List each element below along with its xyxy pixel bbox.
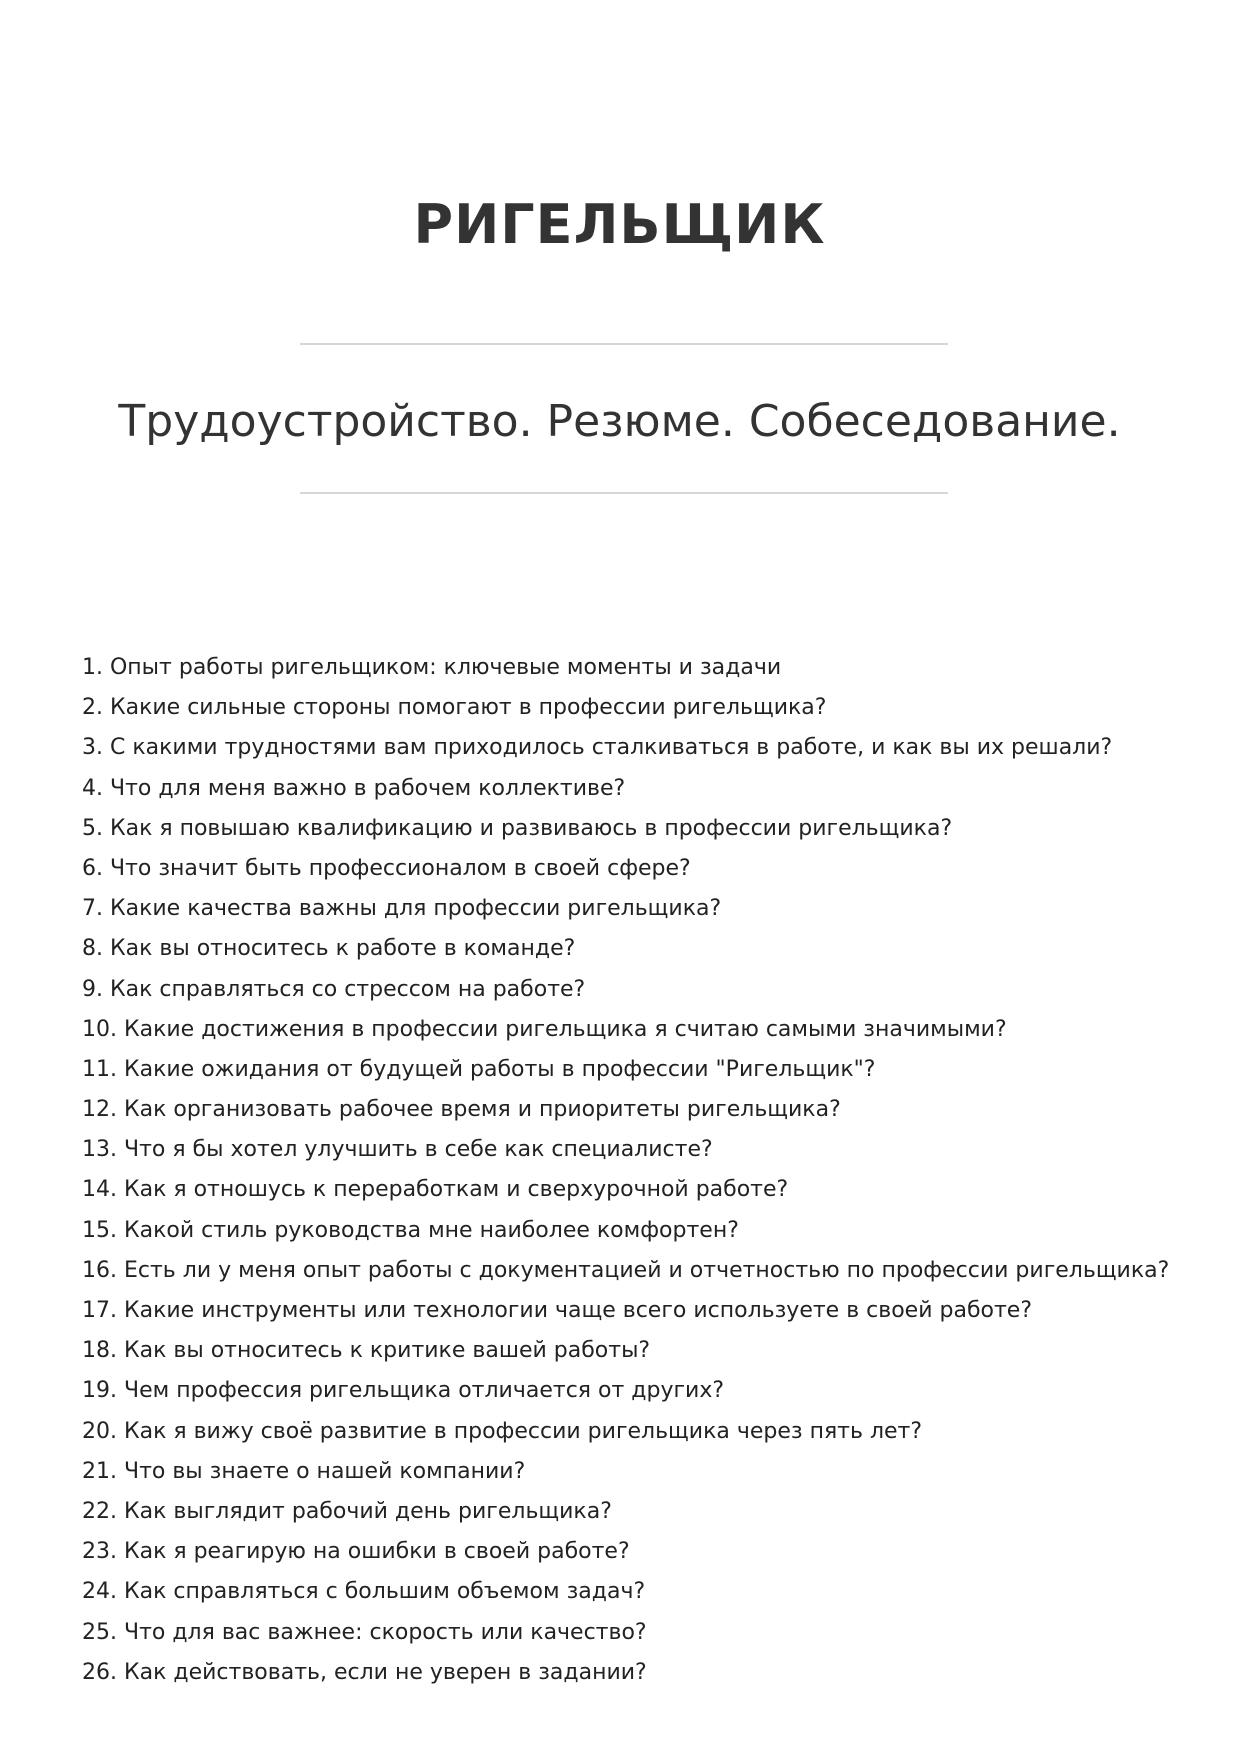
question-item: 7. Какие качества важны для профессии ригельщика? <box>82 896 722 922</box>
bottom-divider <box>300 492 948 494</box>
question-item: 16. Есть ли у меня опыт работы с документацией и отчетностью по профессии ригельщика? <box>82 1257 1170 1283</box>
question-item: 6. Что значит быть профессионалом в своей сфере? <box>82 855 691 881</box>
question-item: 3. С какими трудностями вам приходилось сталкиваться в работе, и как вы их решали? <box>82 735 1113 761</box>
question-item: 8. Как вы относитесь к работе в команде? <box>82 936 576 962</box>
question-item: 10. Какие достижения в профессии ригельщика я считаю самыми значимыми? <box>82 1016 1007 1042</box>
question-item: 9. Как справляться со стрессом на работе? <box>82 976 586 1002</box>
question-item: 4. Что для меня важно в рабочем коллективе? <box>82 775 626 801</box>
top-divider <box>300 343 948 345</box>
question-item: 21. Что вы знаете о нашей компании? <box>82 1458 526 1484</box>
question-item: 15. Какой стиль руководства мне наиболее комфортен? <box>82 1217 739 1243</box>
question-item: 13. Что я бы хотел улучшить в себе как специалисте? <box>82 1137 713 1163</box>
question-item: 23. Как я реагирую на ошибки в своей работе? <box>82 1539 630 1565</box>
question-item: 1. Опыт работы ригельщиком: ключевые моменты и задачи <box>82 655 782 680</box>
question-item: 17. Какие инструменты или технологии чаще всего используете в своей работе? <box>82 1298 1033 1323</box>
question-item: 19. Чем профессия ригельщика отличается от других? <box>82 1378 725 1404</box>
question-item: 11. Какие ожидания от будущей работы в профессии "Ригельщик"? <box>82 1056 876 1082</box>
question-item: 20. Как я вижу своё развитие в профессии ригельщика через пять лет? <box>82 1418 923 1444</box>
question-list <box>82 648 1202 1693</box>
question-item: 24. Как справляться с большим объемом задач? <box>82 1579 646 1605</box>
question-item: 25. Что для вас важнее: скорость или качество? <box>82 1619 647 1645</box>
question-item: 22. Как выглядит рабочий день ригельщика? <box>82 1498 612 1524</box>
question-item: 14. Как я отношусь к переработкам и сверхурочной работе? <box>82 1177 789 1203</box>
question-item: 26. Как действовать, если не уверен в задании? <box>82 1659 647 1685</box>
document-subtitle: Трудоустройство. Резюме. Собеседование. <box>118 396 1121 447</box>
question-item: 18. Как вы относитесь к критике вашей работы? <box>82 1338 651 1364</box>
document-title: РИГЕЛЬЩИК <box>413 193 826 256</box>
question-item: 5. Как я повышаю квалификацию и развиваюсь в профессии ригельщика? <box>82 815 953 841</box>
question-item: 12. Как организовать рабочее время и приоритеты ригельщика? <box>82 1097 841 1123</box>
question-item: 2. Какие сильные стороны помогают в профессии ригельщика? <box>82 695 827 721</box>
